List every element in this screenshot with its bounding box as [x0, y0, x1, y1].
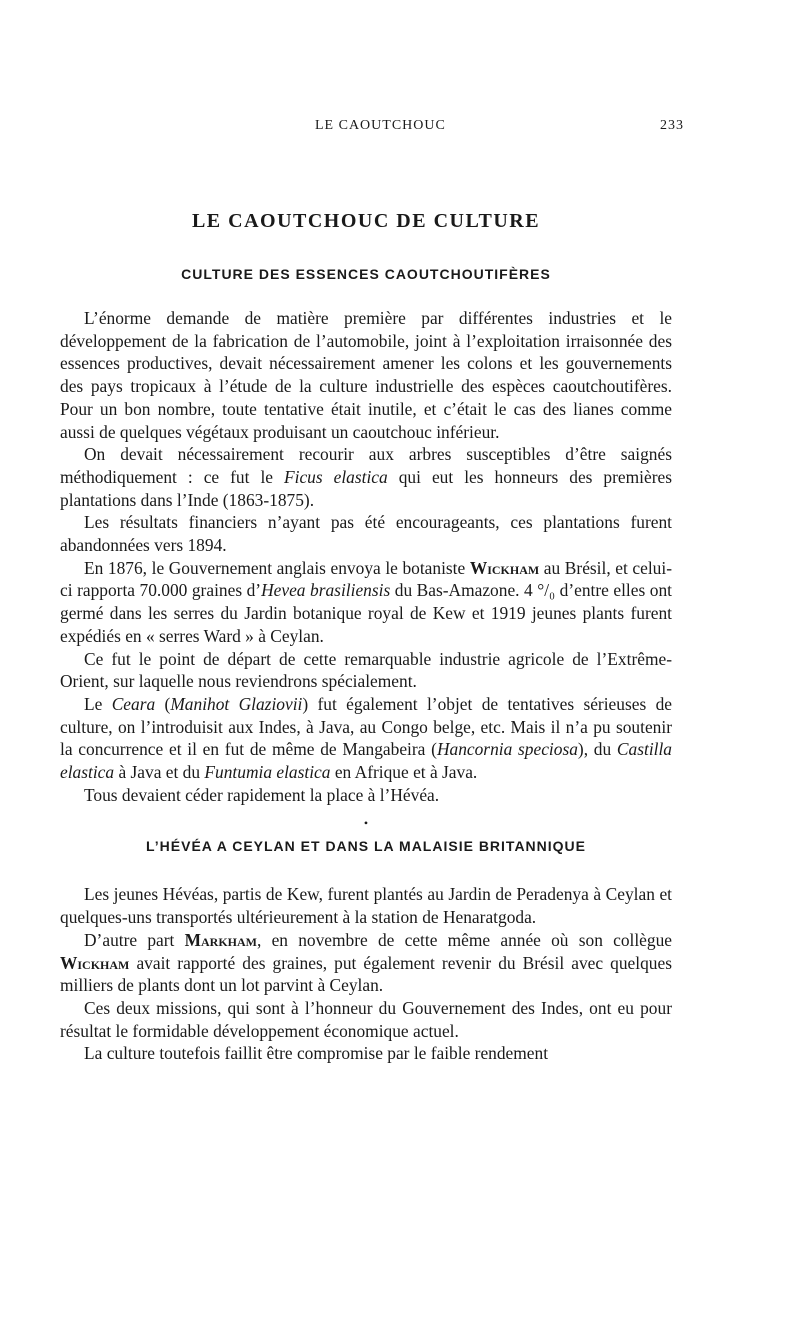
- running-header: [60, 118, 684, 144]
- text-run: du Bas-Amazone. 4 °/₀ d’entre elles ont germé dans les serres du Jardin botanique royal de Kew et 1919 jeunes plants furent expédiés en « serres Ward » à Ceylan.: [60, 580, 672, 646]
- text-run: Ces deux missions, qui sont à l’honneur du Gouvernement des Indes, ont eu pour résultat le formidable développement économique actuel.: [60, 997, 672, 1041]
- italic-text: Ceara: [111, 693, 156, 714]
- paragraph: [60, 929, 672, 997]
- italic-text: Funtumia elastica: [204, 762, 331, 783]
- text-run: (: [155, 693, 171, 714]
- small-caps-name: Wickham: [469, 557, 540, 578]
- paragraph: [60, 784, 672, 807]
- text-run: ), du: [577, 739, 617, 760]
- text-run: au Brésil, et celui-ci rapporta 70.000 graines d’: [60, 557, 672, 601]
- section-body: [60, 307, 672, 806]
- paragraph: [60, 693, 672, 784]
- paragraph: [60, 997, 672, 1042]
- section-heading: L’HÉVÉA A CEYLAN ET DANS LA MALAISIE BRITANNIQUE: [145, 838, 586, 855]
- small-caps-name: Markham: [184, 929, 258, 950]
- book-page: [60, 118, 684, 1065]
- text-run: Tous devaient céder rapidement la place à l’Hévéa.: [84, 784, 440, 805]
- paragraph: [60, 511, 672, 556]
- paragraph: [60, 307, 672, 443]
- italic-text: Ficus elastica: [284, 466, 388, 487]
- text-run: à Java et du: [114, 762, 205, 783]
- text-run: On devait nécessairement recourir aux arbres susceptibles d’être saignés méthodiquement : ce fut le: [60, 444, 672, 487]
- section-heading: CULTURE DES ESSENCES CAOUTCHOUTIFÈRES: [181, 266, 551, 282]
- paragraph: [60, 1042, 672, 1065]
- italic-text: Castilla elastica: [60, 739, 673, 783]
- paragraph: [60, 557, 672, 648]
- paragraph: [60, 443, 672, 511]
- text-run: qui eut les honneurs des premières plantations dans l’Inde (1863-1875).: [60, 466, 672, 510]
- text-run: Le: [84, 693, 112, 714]
- section-body: [60, 883, 672, 1065]
- text-run: D’autre part: [84, 929, 185, 950]
- italic-text: Hancornia speciosa: [436, 739, 578, 760]
- running-title: LE CAOUTCHOUC: [315, 118, 446, 133]
- text-run: , en novembre de cette même année où son collègue: [257, 929, 673, 950]
- text-run: en Afrique et à Java.: [330, 762, 478, 783]
- italic-text: Manihot Glaziovii: [170, 693, 303, 714]
- page-number: 233: [660, 118, 684, 133]
- paragraph: [60, 648, 672, 693]
- small-caps-name: Wickham: [60, 952, 130, 973]
- text-run: ) fut également l’objet de tentatives sérieuses de culture, on l’introduisit aux Indes, à Java, au Congo belge, etc. Mais il n’a pu soutenir la concurrence et il en fut de même de Mangabeira (: [60, 693, 672, 760]
- text-run: Les jeunes Hévéas, partis de Kew, furent plantés au Jardin de Peradenya à Ceylan et quelques-uns transportés ultérieurement à la station de Henaratgoda.: [60, 884, 672, 928]
- text-run: Ce fut le point de départ de cette remarquable industrie agricole de l’Extrême-Orient, sur laquelle nous reviendrons spécialement.: [60, 648, 672, 692]
- paragraph: [60, 883, 672, 928]
- text-run: La culture toutefois faillit être compromise par le faible rendement: [84, 1043, 549, 1064]
- text-run: L’énorme demande de matière première par différentes industries et le développement de la fabrication de l’automobile, joint à l’exploitation irraisonnée des essences productives, devait nécessairement amener les colons et les gouvernements des pays tropicaux à l’étude de la culture industrielle des espèces caoutchoutifères. Pour un bon nombre, toute tentative était inutile, et c’était le cas des lianes comme aussi de quelques végétaux produisant un caoutchouc inférieur.: [60, 308, 672, 442]
- stray-mark: •: [363, 816, 369, 831]
- text-run: avait rapporté des graines, put également revenir du Brésil avec quelques milliers de plants dont un lot parvint à Ceylan.: [60, 952, 672, 996]
- italic-text: Hevea brasiliensis: [261, 580, 391, 601]
- text-run: Les résultats financiers n’ayant pas été encourageants, ces plantations furent abandonnées vers 1894.: [60, 512, 672, 556]
- text-run: En 1876, le Gouvernement anglais envoya le botaniste: [84, 557, 470, 578]
- chapter-title: LE CAOUTCHOUC DE CULTURE: [191, 210, 541, 232]
